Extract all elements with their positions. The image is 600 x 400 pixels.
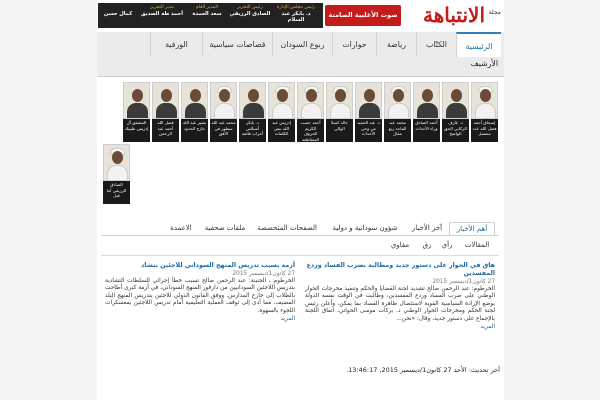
- columnist-photo: [326, 82, 353, 119]
- columnist-card[interactable]: [181, 82, 208, 142]
- columnist-photo: [210, 82, 237, 119]
- columnist-caption: محمد عبد الله سطور في الأفق: [210, 119, 237, 142]
- columnist-card[interactable]: [239, 82, 266, 142]
- columnist-photo: [239, 82, 266, 119]
- columnist-caption: الصادق الرزيقي أما قبل: [103, 181, 130, 204]
- columnist-card[interactable]: [123, 82, 150, 142]
- columnist-caption: د. عبد الحميد من وحي الأحداث: [355, 119, 382, 142]
- columnist-photo: [442, 82, 469, 119]
- nav-item-writers[interactable]: الكتّاب: [416, 32, 456, 57]
- news-tabs: [101, 218, 499, 255]
- columnist-photo: [355, 82, 382, 119]
- columnist-card[interactable]: [355, 82, 382, 142]
- columnist-caption: فضل الله أحمد عبد الرحمن: [152, 119, 179, 142]
- article-body: الخرطوم: عبد الرحمن صالح تشديد لجنة القضايا والحكم وتنفيذ مخرجات الحوار الوطني على ضرب الفساد وردع المفسدين، وطالبت في الوقت نفسه الدولة بوضع الإرادة السياسية القوية لاستئصال ظاهرة الفساد بما يمكن، وأعلن رئيس لجنة الحكم ومخرجات الحوار الوطني د. بركات موسى الحواتي، اتفاق اللجنة بالإجماع على دستور جديد، وقال: «نحن...: [305, 286, 495, 322]
- nav-item-sudan-regions[interactable]: ربوع السودان: [272, 32, 332, 57]
- nav-item-print-edition[interactable]: الورقية: [150, 32, 202, 57]
- columnist-caption: إسحاق أحمد فضل الله عدد منفصل: [471, 119, 498, 142]
- columnist-photo: [123, 82, 150, 119]
- last-update: آخر تحديث: الأحد 27 كانون1/ديسمبر 2015, 13:46:17.: [346, 366, 500, 374]
- left-gutter: [0, 0, 97, 400]
- article-date: 27 كانون1/ديسمبر 2015: [232, 271, 295, 277]
- columnist-caption: محمد عبد الماجد ربع مقال: [384, 119, 411, 142]
- tab-articles[interactable]: المقالات: [464, 241, 490, 249]
- columnist-photo: [152, 82, 179, 119]
- nav-item-archive[interactable]: الأرشيف: [470, 59, 498, 68]
- tab-opinion[interactable]: رأي: [441, 241, 453, 249]
- columnist-photo: [384, 82, 411, 119]
- article-title[interactable]: هاق في الحوار على دستور جديد ومطالبة بضرب الفساد وردع المفسدين: [306, 262, 495, 277]
- tab-maqawi[interactable]: مقاوي: [390, 241, 410, 249]
- columnist-caption: د. عارف الركابي الحق الواضح: [442, 119, 469, 142]
- article-body: الخرطوم ـ الجنينة: عبد الرحمن صالح تسبب خطأ إجرائي للسلطات التشادية بتدريس اللاجئين السودانيين من دارفور المنهج السوداني، في أزمة كبرى أطاحت بالطلاب إلى خارج المدارس. ووفق القانون الدولي للاجئين بتدريس المنهج البلد المضيف، مما أدى إلى توقف العملية التعليمية أمام تدريس اللاجئين بمعسكرات اللجوء بالسهوة.: [105, 278, 295, 314]
- columnist-caption: أحمد الصادق وراء الأحداث: [413, 119, 440, 142]
- columnist-photo: [268, 82, 295, 119]
- columnist-photo: [297, 82, 324, 119]
- columnist-caption: أحمد حسب الكريم الحروف المتقاطعة: [297, 119, 324, 142]
- tabs-row-2: [101, 239, 499, 252]
- news-article: [305, 262, 495, 348]
- columnist-card[interactable]: [413, 82, 440, 142]
- site-header: [97, 0, 504, 30]
- staff-entry: رئيس مجلس الإدارة د. بابكر عبد السلام: [276, 5, 316, 23]
- right-gutter: [504, 0, 600, 400]
- columnist-card[interactable]: [384, 82, 411, 142]
- columnist-photo: [103, 144, 130, 181]
- nav-item-political-clips[interactable]: قصاصات سياسية: [202, 32, 272, 57]
- staff-entry: كمال حسن: [103, 11, 133, 17]
- tab-raq[interactable]: رق: [422, 241, 432, 249]
- columnist-card[interactable]: [268, 82, 295, 142]
- news-article: [105, 262, 295, 348]
- tab-press-files[interactable]: ملفات صحفية: [204, 224, 246, 232]
- slogan-banner: صوت الأغلبية الصامتة: [325, 5, 401, 26]
- nav-item-home[interactable]: الرئيسية: [456, 32, 501, 57]
- nav-item-sports[interactable]: رياضة: [376, 32, 416, 57]
- tab-top-news[interactable]: أهم الأخبار: [449, 222, 495, 235]
- tab-sudan-international[interactable]: شؤون سودانية و دولية: [332, 224, 398, 232]
- site-name: الانتباهة: [423, 3, 485, 27]
- staff-entry: رئيس التحرير الصادق الرزيقي: [229, 5, 271, 17]
- site-logo[interactable]: [406, 0, 501, 30]
- columnist-photo: [181, 82, 208, 119]
- columnist-card[interactable]: [471, 82, 498, 142]
- article-title[interactable]: أزمة بسبب تدريس المنهج السوداني للاجئين بنشاد: [141, 262, 295, 269]
- tabs-row-1: [101, 222, 499, 235]
- columnist-caption: إدريس عبد الله نبض الكلمات: [268, 119, 295, 142]
- columnist-photo: [471, 82, 498, 119]
- main-container: [97, 0, 504, 400]
- columnist-card[interactable]: [442, 82, 469, 142]
- columnist-card[interactable]: [210, 82, 237, 142]
- columnist-card[interactable]: [152, 82, 179, 142]
- tab-specialized-pages[interactable]: الصفحات المتخصصة: [257, 224, 317, 232]
- columnists-strip: [97, 82, 504, 202]
- columnist-card[interactable]: [326, 82, 353, 142]
- staff-entry: المدير العام سعد العمدة: [192, 5, 222, 17]
- columnist-caption: د. بابكر أسبالتي أحزاب قائمة: [239, 119, 266, 142]
- tabs-divider: [101, 235, 499, 236]
- tab-columns[interactable]: الاعمدة: [170, 224, 192, 232]
- article-date: 27 كانون1/ديسمبر 2015: [432, 279, 495, 285]
- columnist-card[interactable]: [297, 82, 324, 142]
- staff-entry: مدير التحرير أحمد طه الصديق: [140, 5, 184, 17]
- read-more-link[interactable]: المزيد: [480, 324, 495, 331]
- columnist-caption: بشير عبد الله خارج الحدود: [181, 119, 208, 142]
- staff-banner: [98, 3, 323, 28]
- columnist-caption: المشفق آل إدريس طبيبك: [123, 119, 150, 142]
- columnist-card[interactable]: [103, 144, 130, 204]
- read-more-link[interactable]: المزيد: [280, 316, 295, 323]
- tab-latest-news[interactable]: آخر الأخبار: [411, 224, 443, 232]
- main-nav: [97, 32, 504, 77]
- columnist-photo: [413, 82, 440, 119]
- news-content: [101, 255, 499, 350]
- magazine-label: مجلة: [488, 9, 501, 16]
- columnist-caption: خالد كسلا الوالي: [326, 119, 353, 142]
- nav-row: [97, 32, 504, 57]
- nav-item-interviews[interactable]: حوارات: [332, 32, 376, 57]
